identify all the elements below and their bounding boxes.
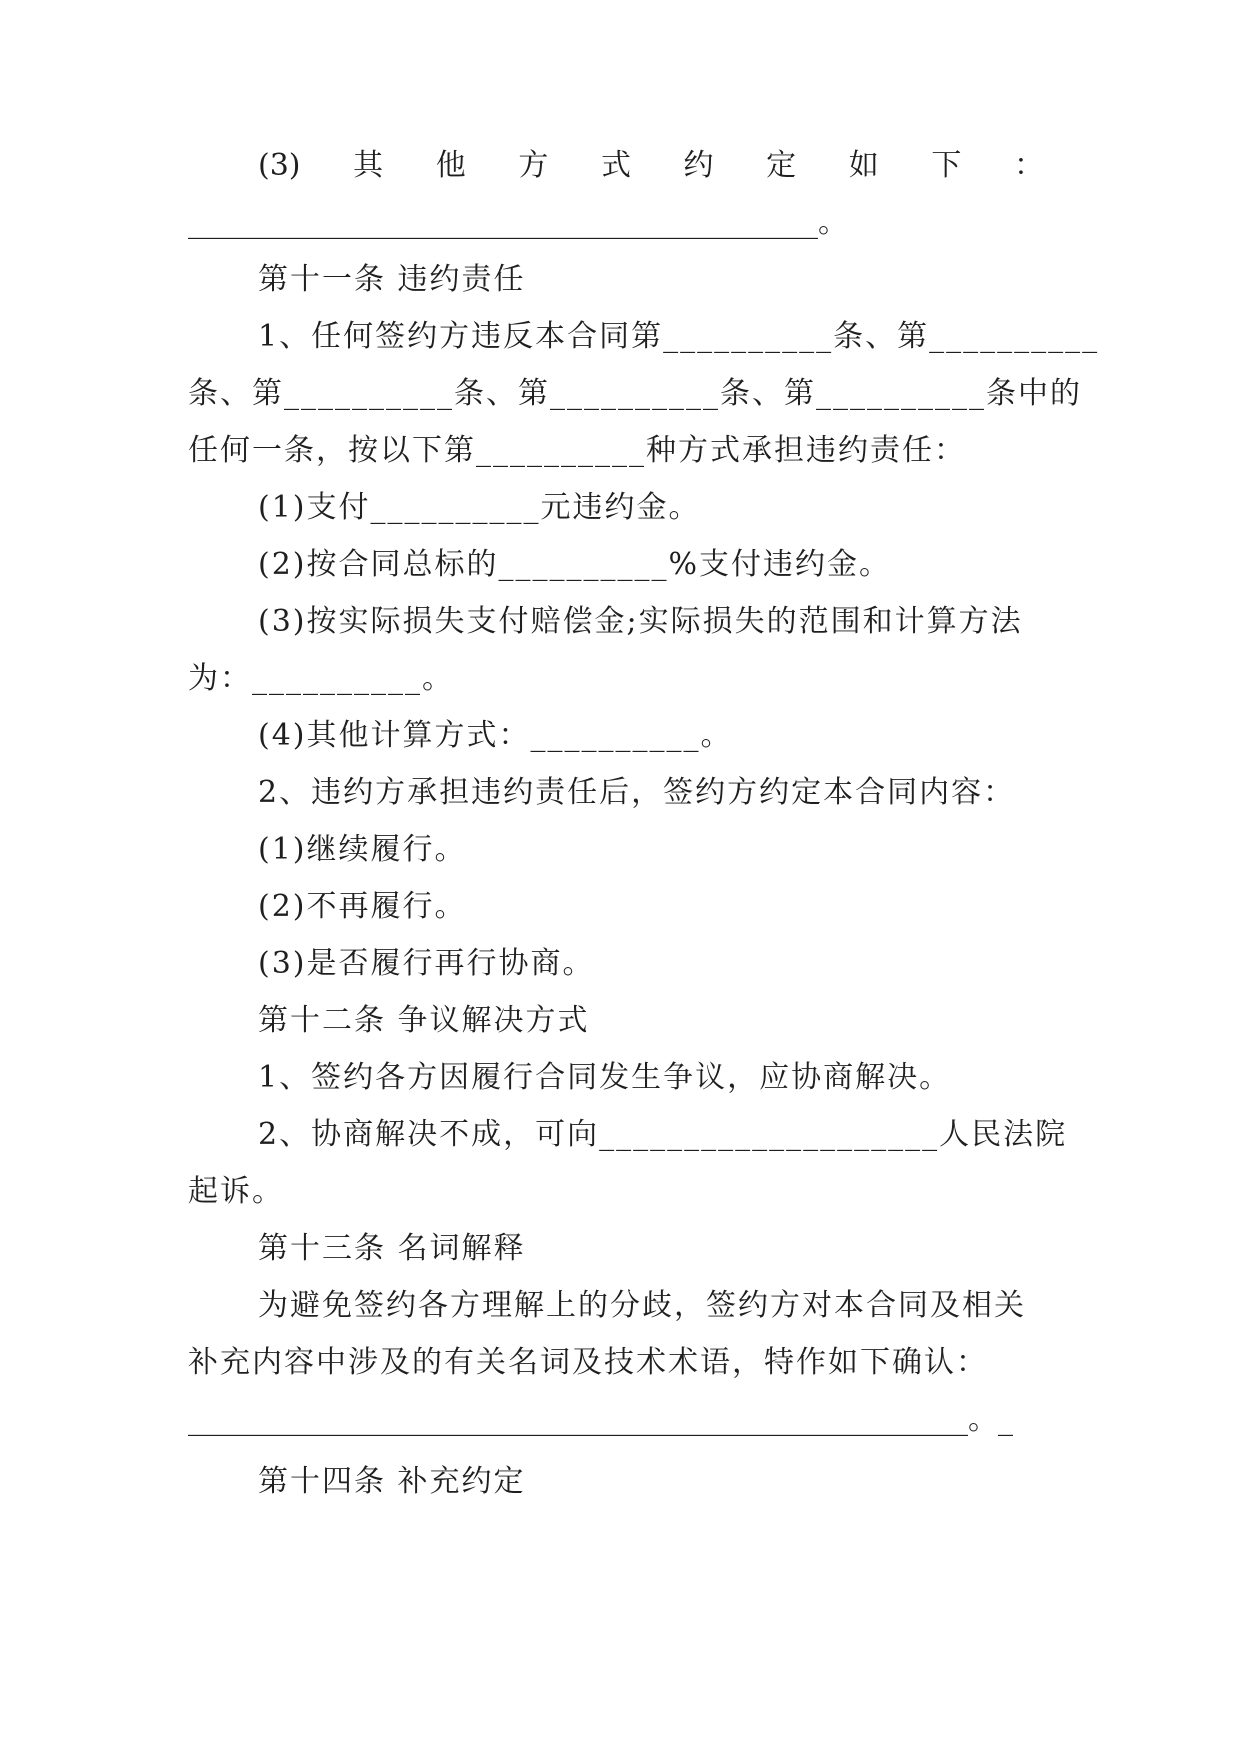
line-part: ： <box>1013 148 1044 183</box>
list-item: (3)是否履行再行协商。 <box>258 946 595 981</box>
list-item: (3)按实际损失支付赔偿金;实际损失的范围和计算方法 <box>258 604 1023 639</box>
line-part: 他 <box>435 148 466 183</box>
article-11-heading: 第十一条 违约责任 <box>258 262 526 297</box>
paragraph-line: 为：__________。 <box>188 661 454 696</box>
paragraph-line: 起诉。 <box>188 1174 284 1209</box>
paragraph-line: 1、任何签约方违反本合同第__________条、第__________ <box>258 319 1100 354</box>
list-item: (2)按合同总标的__________%支付违约金。 <box>258 547 892 582</box>
line-other-methods <box>258 141 1044 191</box>
line-part: 方 <box>518 148 549 183</box>
paragraph-line: 为避免签约各方理解上的分歧，签约方对本合同及相关 <box>258 1288 1026 1323</box>
line-part: 式 <box>600 148 631 183</box>
paragraph-line: 条、第__________条、第__________条、第__________条中的 <box>188 376 1082 411</box>
paragraph-line: 任何一条，按以下第__________种方式承担违约责任： <box>188 433 966 468</box>
line-part: 定 <box>766 148 797 183</box>
line-part: 下 <box>931 148 962 183</box>
list-item: (4)其他计算方式：__________。 <box>258 718 733 753</box>
blank-line: ____________________________________________________。_ <box>188 1402 1013 1437</box>
line-part: (3) <box>258 148 301 183</box>
article-13-heading: 第十三条 名词解释 <box>258 1231 526 1266</box>
article-12-heading: 第十二条 争议解决方式 <box>258 1003 590 1038</box>
list-item: (2)不再履行。 <box>258 889 467 924</box>
paragraph-line: 2、违约方承担违约责任后，签约方约定本合同内容： <box>258 775 1016 810</box>
paragraph-line: 2、协商解决不成，可向____________________人民法院 <box>258 1117 1068 1152</box>
blank-line: __________________________________________。 <box>188 205 848 240</box>
list-item: (1)继续履行。 <box>258 832 467 867</box>
article-14-heading: 第十四条 补充约定 <box>258 1464 526 1499</box>
paragraph-line: 1、签约各方因履行合同发生争议，应协商解决。 <box>258 1060 952 1095</box>
line-part: 其 <box>353 148 384 183</box>
line-part: 约 <box>683 148 714 183</box>
list-item: (1)支付__________元违约金。 <box>258 490 701 525</box>
paragraph-line: 补充内容中涉及的有关名词及技术术语，特作如下确认： <box>188 1345 988 1380</box>
line-part: 如 <box>848 148 879 183</box>
